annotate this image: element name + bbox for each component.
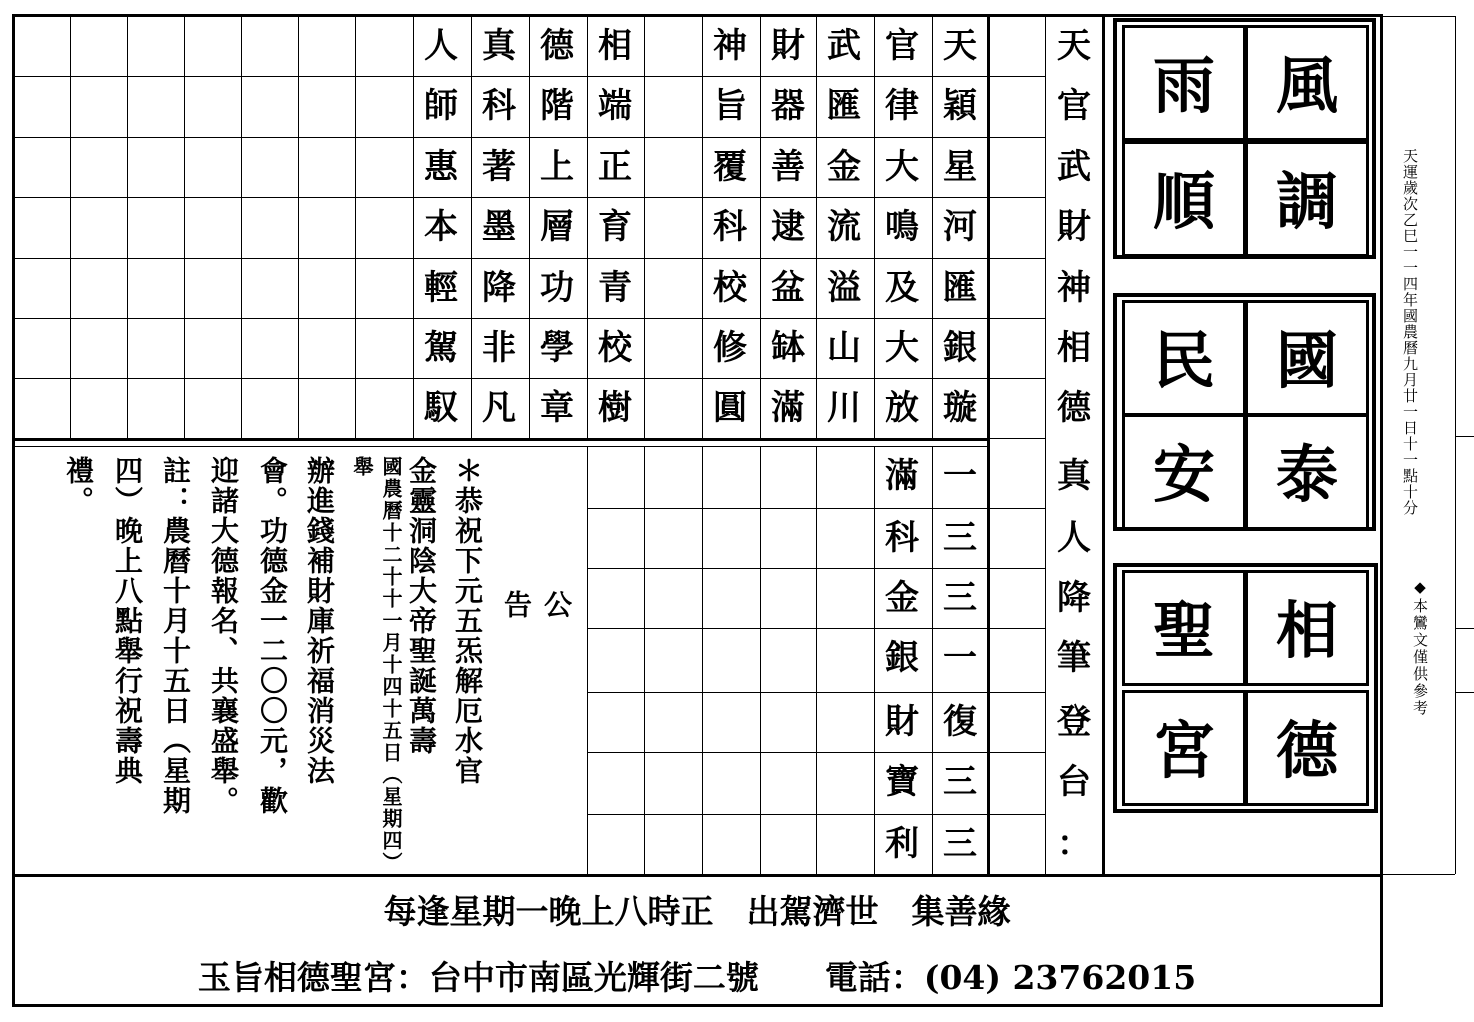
poem-char: 大 — [885, 328, 919, 368]
poem-char: 善 — [771, 147, 805, 187]
poem-char: 科 — [482, 86, 516, 126]
big-char: 雨 — [1122, 25, 1246, 141]
poem-char: 樹 — [598, 388, 632, 428]
poem-char: 校 — [713, 268, 747, 308]
poem-char: 及 — [885, 268, 919, 308]
number-char: 三 — [943, 762, 977, 802]
blessing-box-3 — [1113, 563, 1378, 813]
poem-char: 天 — [943, 26, 977, 66]
poem-char: 盆 — [771, 268, 805, 308]
poem-char: 旨 — [713, 86, 747, 126]
notice-line: 迎諸大德報名、共襄盛舉。 — [207, 456, 240, 816]
poem-char: 德 — [540, 26, 574, 66]
poem-char: 層 — [540, 207, 574, 247]
poem-char: 校 — [598, 328, 632, 368]
big-char: 安 — [1122, 414, 1246, 530]
notice-line: 禮。 — [62, 456, 95, 516]
number-char: 三 — [943, 824, 977, 864]
title-char: 真 — [1057, 456, 1091, 496]
poem-char: 官 — [885, 26, 919, 66]
poem-char: 凡 — [482, 388, 516, 428]
notice-line: 辦進錢補財庫祈福消災法 — [303, 456, 336, 786]
poem-char: 財 — [771, 26, 805, 66]
poem-char: 河 — [943, 207, 977, 247]
big-char: 調 — [1245, 141, 1369, 257]
number-char: 科 — [885, 518, 919, 558]
title-char: 武 — [1057, 147, 1091, 187]
poem-char: 上 — [540, 147, 574, 187]
number-char: 一 — [943, 638, 977, 678]
poem-char: 輕 — [424, 268, 458, 308]
poem-char: 金 — [827, 147, 861, 187]
notice-line: 國農曆十二十十一月十四十五日（星期四）舉 — [350, 456, 403, 874]
poem-char: 穎 — [943, 86, 977, 126]
title-char: 天 — [1057, 26, 1091, 66]
poem-char: 惠 — [424, 147, 458, 187]
title-char: ： — [1057, 824, 1091, 864]
disclaimer-note: ◆本鸞文僅供參考 — [1411, 578, 1429, 717]
poem-char: 武 — [827, 26, 861, 66]
title-char: 相 — [1057, 328, 1091, 368]
big-char: 風 — [1245, 25, 1369, 141]
poem-char: 非 — [482, 328, 516, 368]
title-char: 官 — [1057, 86, 1091, 126]
notice-line: 會。功德金一二〇〇元，歡 — [256, 456, 289, 816]
notice-line: 四）晚上八點舉行祝壽典 — [111, 456, 144, 786]
poem-char: 覆 — [713, 147, 747, 187]
big-char: 宮 — [1122, 690, 1246, 806]
poem-char: 師 — [424, 86, 458, 126]
notice-line: 註：農曆十月十五日（星期 — [159, 456, 192, 816]
title-char: 降 — [1057, 578, 1091, 618]
poem-char: 人 — [424, 26, 458, 66]
number-char: 三 — [943, 578, 977, 618]
temple-address-phone: 玉旨相德聖宮：台中市南區光輝街二號 電話：(04) 23762015 — [197, 958, 1197, 997]
poem-char: 正 — [598, 147, 632, 187]
blessing-box-2 — [1113, 293, 1376, 531]
poem-char: 學 — [540, 328, 574, 368]
notice-line: ＊恭祝下元五炁解厄水官 — [451, 456, 484, 786]
poem-char: 律 — [885, 86, 919, 126]
number-char: 寶 — [885, 762, 919, 802]
poem-char: 川 — [827, 388, 861, 428]
service-schedule: 每逢星期一晚上八時正 出駕濟世 集善緣 — [383, 892, 1011, 931]
title-char: 神 — [1057, 268, 1091, 308]
poem-char: 本 — [424, 207, 458, 247]
big-char: 民 — [1122, 300, 1246, 416]
notice-line: 金靈洞陰大帝聖誕萬壽 — [405, 456, 438, 756]
number-char: 復 — [943, 702, 977, 742]
poem-char: 銀 — [943, 328, 977, 368]
poem-char: 匯 — [943, 268, 977, 308]
poem-char: 匯 — [827, 86, 861, 126]
poem-char: 滿 — [771, 388, 805, 428]
number-char: 利 — [885, 824, 919, 864]
blessing-box-1 — [1113, 18, 1376, 259]
notice-heading: 公 告 — [500, 590, 573, 688]
title-char: 登 — [1057, 702, 1091, 742]
big-char: 國 — [1245, 300, 1369, 416]
poem-char: 端 — [598, 86, 632, 126]
poem-char: 圓 — [713, 388, 747, 428]
poem-char: 璇 — [943, 388, 977, 428]
poem-char: 青 — [598, 268, 632, 308]
number-char: 金 — [885, 578, 919, 618]
big-char: 泰 — [1245, 414, 1369, 530]
big-char: 聖 — [1122, 570, 1246, 686]
poem-char: 科 — [713, 207, 747, 247]
poem-char: 墨 — [482, 207, 516, 247]
poem-char: 缽 — [771, 328, 805, 368]
poem-char: 駕 — [424, 328, 458, 368]
big-char: 相 — [1245, 570, 1369, 686]
poem-char: 真 — [482, 26, 516, 66]
title-char: 德 — [1057, 388, 1091, 428]
title-char: 台 — [1057, 762, 1091, 802]
number-char: 滿 — [885, 456, 919, 496]
date-note: 天運歲次乙巳一一四年國農曆九月廿一日十一點十分 — [1401, 148, 1419, 516]
poem-char: 器 — [771, 86, 805, 126]
poem-char: 山 — [827, 328, 861, 368]
poem-char: 星 — [943, 147, 977, 187]
poem-char: 階 — [540, 86, 574, 126]
title-char: 筆 — [1057, 638, 1091, 678]
title-char: 人 — [1057, 518, 1091, 558]
big-char: 順 — [1122, 141, 1246, 257]
poem-char: 神 — [713, 26, 747, 66]
number-char: 銀 — [885, 638, 919, 678]
poem-char: 大 — [885, 147, 919, 187]
poem-char: 功 — [540, 268, 574, 308]
poem-char: 修 — [713, 328, 747, 368]
poem-char: 流 — [827, 207, 861, 247]
poem-char: 鳴 — [885, 207, 919, 247]
poem-char: 馭 — [424, 388, 458, 428]
poem-char: 育 — [598, 207, 632, 247]
big-char: 德 — [1245, 690, 1369, 806]
poem-char: 降 — [482, 268, 516, 308]
number-char: 三 — [943, 518, 977, 558]
poem-char: 放 — [885, 388, 919, 428]
poem-char: 溢 — [827, 268, 861, 308]
poem-char: 章 — [540, 388, 574, 428]
poem-char: 著 — [482, 147, 516, 187]
number-char: 一 — [943, 456, 977, 496]
poem-char: 相 — [598, 26, 632, 66]
number-char: 財 — [885, 702, 919, 742]
title-char: 財 — [1057, 207, 1091, 247]
poem-char: 逮 — [771, 207, 805, 247]
